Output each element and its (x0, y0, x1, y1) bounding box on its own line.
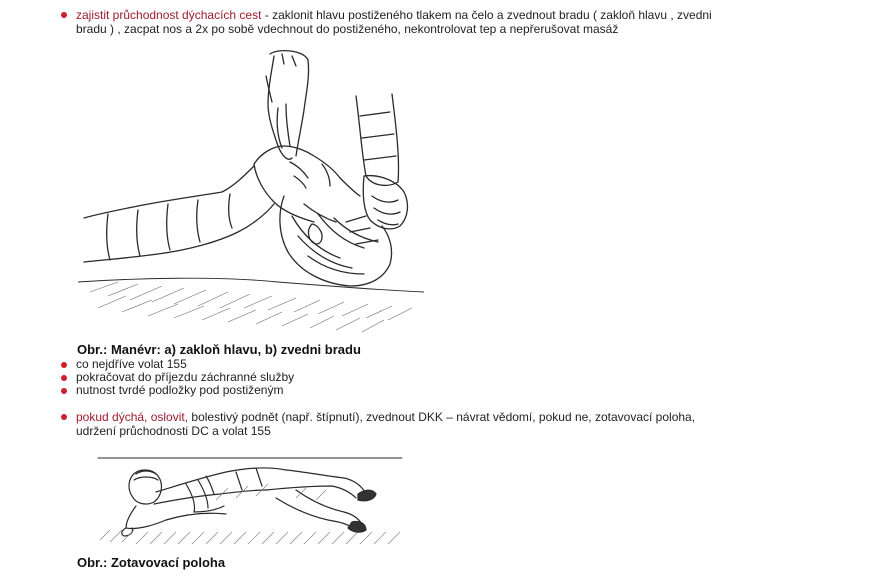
breathing-line-2: udržení průchodnosti DC a volat 155 (76, 424, 271, 438)
figure2-caption: Obr.: Zotavovací poloha (77, 555, 226, 570)
breathing-highlight: pokud dýchá, oslovit, (76, 410, 189, 424)
list-item (60, 384, 460, 397)
breathing-text: bolestivý podnět (např. štípnutí), zvednout DKK – návrat vědomí, pokud ne, zotavovací poloha, (188, 410, 696, 424)
bullet-icon (61, 388, 67, 394)
breathing-line-1 (76, 410, 738, 424)
airway-bullet (60, 8, 750, 36)
recovery-position-icon (96, 450, 408, 550)
bullet-icon (61, 362, 67, 368)
rescue-breathing-illustration (78, 46, 424, 338)
instructions-list (60, 358, 460, 397)
airway-highlight: zajistit průchodnost dýchacích cest (76, 8, 262, 22)
airway-line-1 (76, 8, 750, 22)
recovery-position-illustration (96, 450, 408, 550)
breathing-section (60, 410, 738, 438)
airway-line-2: bradu ) , zacpat nos a 2x po sobě vdechnout do postiženého, nekontrolovat tep a nepřerušovat masáž (76, 22, 619, 36)
figure1-caption: Obr.: Manévr: a) zakloň hlavu, b) zvedni bradu (77, 342, 361, 357)
list-item-text: co nejdříve volat 155 (76, 357, 187, 371)
bullet-icon (61, 375, 67, 381)
list-item-text: nutnost tvrdé podložky pod postiženým (76, 383, 284, 397)
bullet-icon (61, 414, 67, 420)
rescue-breathing-icon (78, 46, 424, 338)
airway-section (60, 8, 750, 36)
list-item-text: pokračovat do příjezdu záchranné služby (76, 370, 295, 384)
airway-text: - zaklonit hlavu postiženého tlakem na čelo a zvednout bradu ( zakloň hlavu , zvedni (261, 8, 712, 22)
breathing-bullet (60, 410, 738, 438)
bullet-icon (61, 12, 67, 18)
